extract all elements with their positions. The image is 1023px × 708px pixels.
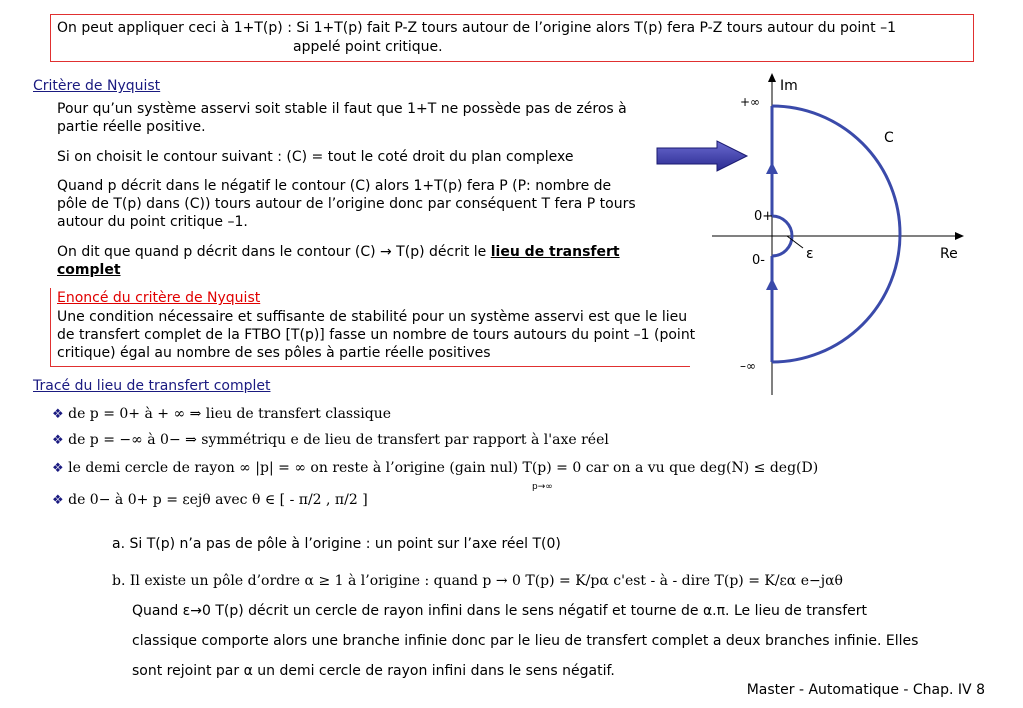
- top-line-2: appelé point critique.: [293, 39, 443, 55]
- c-label: C: [884, 130, 894, 146]
- bullet-3: [52, 460, 818, 476]
- top-text: [57, 19, 896, 57]
- limit-subscript: p→∞: [532, 482, 553, 492]
- nyquist-p4-text: On dit que quand p décrit dans le contour (C) → T(p) décrit le: [57, 244, 491, 260]
- enonce-text: Une condition nécessaire et suffisante de stabilité pour un système asservi est que le lieu de transfert complet de la FTBO [T(p)] fasse un nombre de tours autours du point –1 (point critique) égal au nombre de ses pôles à partie réelle positives: [57, 309, 696, 361]
- nyquist-heading: Critère de Nyquist: [33, 78, 161, 94]
- re-label: Re: [940, 246, 958, 262]
- case-a: a. Si T(p) n’a pas de pôle à l’origine : un point sur l’axe réel T(0): [112, 536, 561, 552]
- bullet-2: [52, 432, 609, 448]
- footer: Master - Automatique - Chap. IV 8: [746, 682, 985, 698]
- bullet-4: [52, 492, 368, 508]
- enonce-heading: Enoncé du critère de Nyquist: [57, 290, 261, 306]
- nyquist-p4: [57, 243, 647, 279]
- bullet-4-text: de 0− à 0+ p = εejθ avec θ ∈ [ - π/2 , π/2 ]: [68, 492, 368, 508]
- bullet-2-text: de p = −∞ à 0− ⇒ symmétriqu e de lieu de transfert par rapport à l'axe réel: [68, 432, 609, 448]
- diamond-bullet-icon: ❖: [52, 407, 64, 422]
- case-b-cont-1: Quand ε→0 T(p) décrit un cercle de rayon infini dans le sens négatif et tourne de α.π. Le lieu de transfert: [132, 603, 868, 619]
- zero-plus-label: 0+: [754, 209, 774, 224]
- plus-inf-label: +∞: [740, 95, 761, 109]
- case-b: b. Il existe un pôle d’ordre α ≥ 1 à l’origine : quand p → 0 T(p) = K/pα c'est - à - dire T(p) = K/εα e−jαθ: [112, 573, 843, 589]
- nyquist-p3: Quand p décrit dans le négatif le contour (C) alors 1+T(p) fera P (P: nombre de pôle de T(p) dans (C)) tours autour de l’origine donc par conséquent T fera P tours autour du point critique –1.: [57, 178, 636, 230]
- diamond-bullet-icon: ❖: [52, 433, 64, 448]
- diamond-bullet-icon: ❖: [52, 461, 64, 476]
- re-axis-arrow-icon: [955, 232, 964, 240]
- minus-inf-label: –∞: [740, 359, 756, 373]
- nyquist-p1: Pour qu’un système asservi soit stable il faut que 1+T ne possède pas de zéros à partie réelle positive.: [57, 101, 627, 135]
- lieu-transfert-complet: lieu de transfert complet: [57, 244, 620, 278]
- nyquist-p2: Si on choisit le contour suivant : (C) = tout le coté droit du plan complexe: [57, 149, 574, 165]
- case-b-cont-3: sont rejoint par α un demi cercle de rayon infini dans le sens négatif.: [132, 663, 615, 679]
- top-line-1: On peut appliquer ceci à 1+T(p) : Si 1+T(p) fait P-Z tours autour de l’origine alors T(p) fera P-Z tours autour du point –1: [57, 20, 897, 36]
- bullet-1: [52, 406, 391, 422]
- up-arrow-icon: [766, 162, 778, 174]
- bullet-3-text: le demi cercle de rayon ∞ |p| = ∞ on reste à l’origine (gain nul) T(p) = 0 car on a vu que deg(N) ≤ deg(D): [68, 460, 819, 476]
- nyquist-contour-diagram: [700, 70, 970, 400]
- zero-minus-label: 0-: [752, 253, 765, 268]
- up-arrow-icon-lower: [766, 278, 778, 290]
- epsilon-label: ε: [806, 246, 814, 262]
- im-axis-arrow-icon: [768, 73, 776, 82]
- case-b-cont-2: classique comporte alors une branche infinie donc par le lieu de transfert complet a deux branches infinie. Elles: [132, 633, 919, 649]
- bullet-1-text: de p = 0+ à + ∞ ⇒ lieu de transfert classique: [68, 406, 392, 422]
- diamond-bullet-icon: ❖: [52, 493, 64, 508]
- trace-heading: Tracé du lieu de transfert complet: [33, 378, 271, 394]
- im-label: Im: [780, 78, 798, 94]
